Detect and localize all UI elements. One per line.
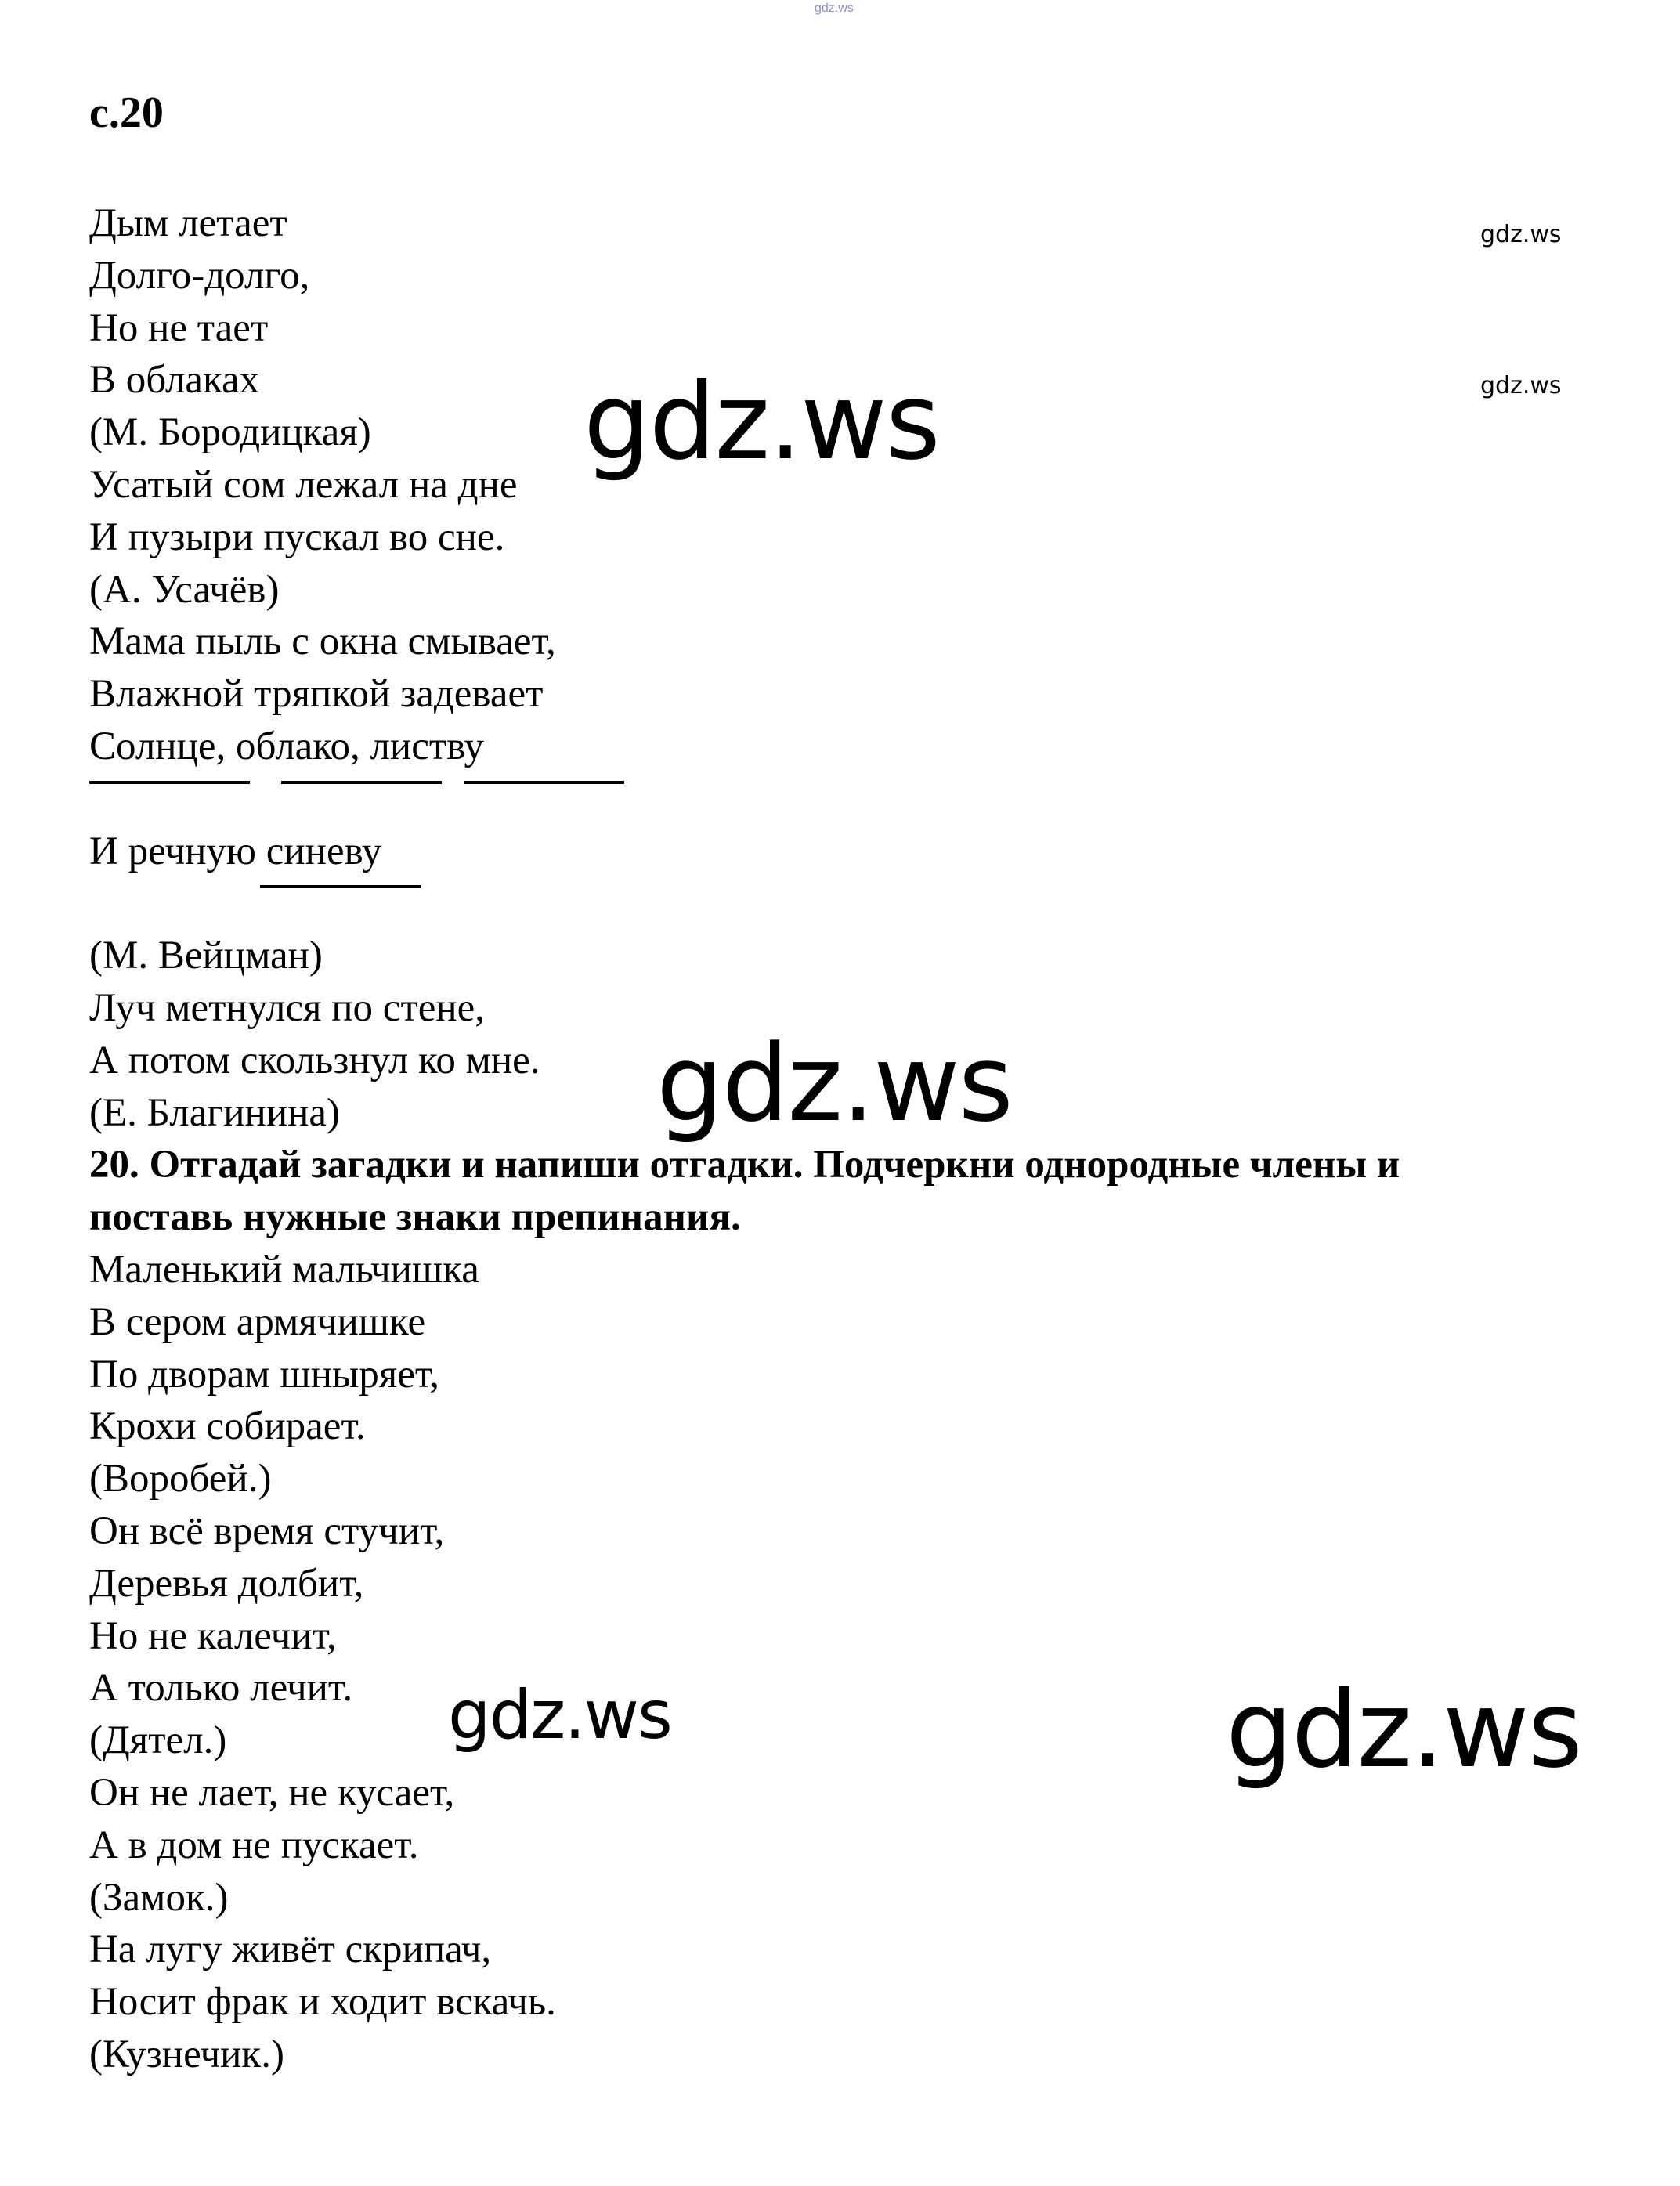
poem-line: Луч метнулся по стене,: [89, 985, 486, 1030]
watermark-top: gdz.ws: [815, 2, 854, 15]
poem-line: И пузыри пускал во сне.: [89, 515, 505, 559]
poem-line: Долго-долго,: [89, 253, 310, 298]
riddle-line: Маленький мальчишка: [89, 1247, 479, 1292]
riddle-line: Деревья долбит,: [89, 1561, 364, 1606]
poem-line: Усатый сом лежал на дне: [89, 462, 518, 507]
poem-line: А потом скользнул ко мне.: [89, 1038, 540, 1082]
poem-line: В облаках: [89, 358, 260, 403]
riddle-line: Но не калечит,: [89, 1613, 337, 1658]
riddle-line: А в дом не пускает.: [89, 1823, 419, 1867]
riddle-answer: (Кузнечик.): [89, 2032, 284, 2076]
riddle-line: На лугу живёт скрипач,: [89, 1928, 492, 1972]
page-title: с.20: [89, 89, 164, 137]
watermark-large: gdz.ws: [1226, 1668, 1581, 1791]
poem-line: Солнце, облако, листву: [89, 724, 484, 768]
riddle-answer: (Дятел.): [89, 1718, 227, 1763]
poem-line: Но не тает: [89, 305, 269, 350]
underline-mark: [464, 781, 624, 784]
poem-line: Мама пыль с окна смывает,: [89, 620, 556, 664]
poem-line: Дым летает: [89, 201, 287, 245]
watermark-large: gdz.ws: [583, 360, 939, 483]
poem-author: (Е. Благинина): [89, 1090, 341, 1135]
underline-mark: [89, 781, 250, 784]
poem-line: Влажной тряпкой задевает: [89, 672, 544, 717]
task-heading: 20. Отгадай загадки и напиши отгадки. Подчеркни однородные члены и: [89, 1143, 1400, 1187]
poem-line: И речную синеву: [89, 829, 382, 873]
riddle-line: Крохи собирает.: [89, 1404, 366, 1449]
riddle-answer: (Воробей.): [89, 1457, 272, 1501]
riddle-line: Он всё время стучит,: [89, 1509, 445, 1553]
poem-author: (А. Усачёв): [89, 567, 280, 612]
watermark-large: gdz.ws: [656, 1022, 1012, 1145]
watermark-small: gdz.ws: [1480, 221, 1562, 248]
watermark-small: gdz.ws: [1480, 372, 1562, 399]
riddle-line: Он не лает, не кусает,: [89, 1770, 455, 1815]
riddle-line: А только лечит.: [89, 1666, 353, 1711]
watermark-large: gdz.ws: [448, 1676, 671, 1754]
underline-row: [89, 877, 1617, 930]
poem-author: (М. Вейцман): [89, 934, 323, 978]
riddle-line: По дворам шныряет,: [89, 1352, 440, 1397]
underline-mark: [260, 885, 421, 888]
riddle-line: В сером армячишке: [89, 1299, 426, 1344]
riddle-line: Носит фрак и ходит вскачь.: [89, 1980, 556, 2025]
task-heading: поставь нужные знаки препинания.: [89, 1195, 741, 1240]
poem-author: (М. Бородицкая): [89, 410, 371, 455]
underline-mark: [281, 781, 442, 784]
riddle-answer: (Замок.): [89, 1875, 229, 1920]
underline-row: [89, 773, 1617, 826]
